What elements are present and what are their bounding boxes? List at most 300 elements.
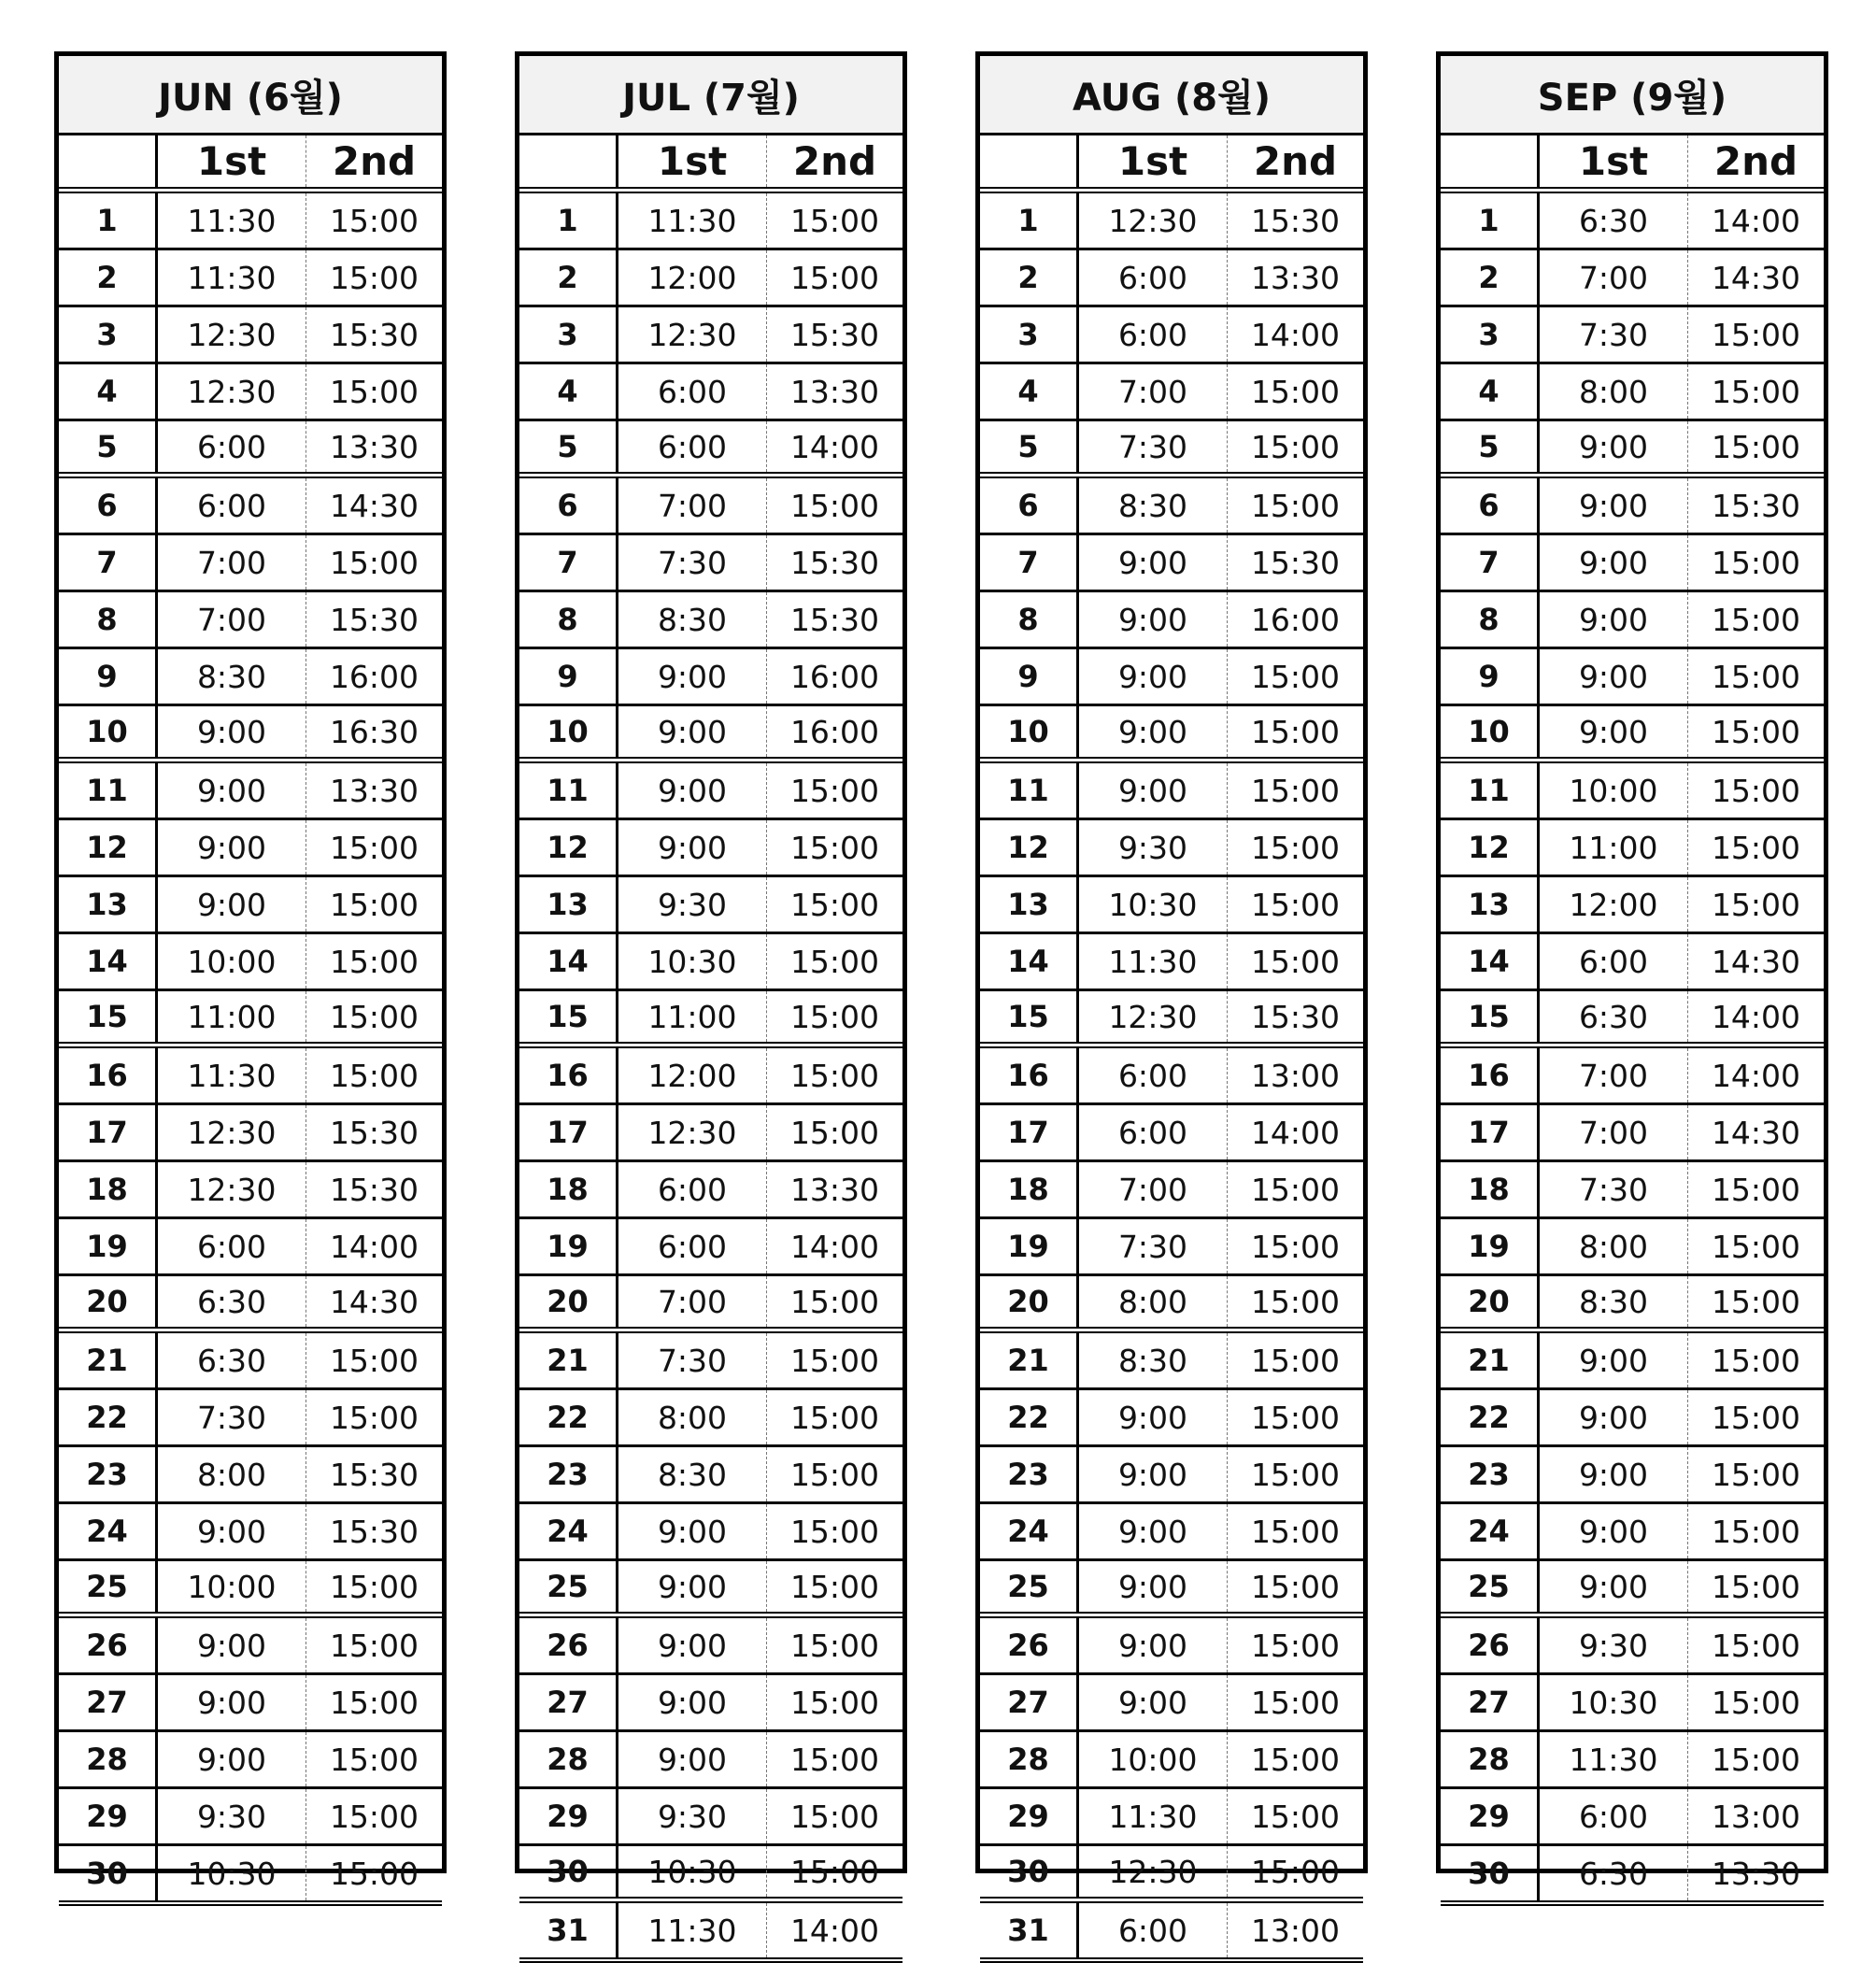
day-cell: 12 [1441,820,1540,875]
second-time-cell: 15:00 [1250,658,1341,695]
day-cell: 13 [980,877,1079,932]
second-time-cell: 15:00 [1711,658,1801,695]
first-time-cell: 10:00 [1540,763,1688,818]
day-cell: 30 [59,1846,158,1900]
first-time-cell: 11:30 [618,193,767,248]
second-time-cell: 15:00 [329,1057,419,1094]
first-time-cell: 9:00 [1540,1561,1688,1612]
day-cell: 11 [519,763,618,818]
day-cell: 21 [519,1333,618,1387]
table-row [1441,877,1824,934]
table-row [519,364,902,421]
second-time-cell: 15:00 [1250,1568,1341,1605]
month-table-aug [975,51,1368,1949]
table-row [59,592,442,649]
table-row [519,250,902,307]
second-time-cell: 15:00 [329,829,419,866]
table-row [59,1105,442,1162]
first-time-cell: 9:30 [618,877,767,932]
table-row [1441,1276,1824,1333]
second-time-cell: 15:30 [1250,544,1341,581]
second-time-cell: 14:30 [1711,1114,1801,1151]
table-row [1441,535,1824,592]
table-row [1441,364,1824,421]
first-time-cell: 11:00 [618,991,767,1042]
table-row [59,1732,442,1789]
day-cell: 6 [1441,478,1540,533]
second-time-cell: 15:00 [789,829,880,866]
first-time-cell: 9:00 [1540,592,1688,647]
day-cell: 12 [59,820,158,875]
first-time-cell: 9:00 [1079,1561,1228,1612]
day-cell: 21 [1441,1333,1540,1387]
month-title: JUL (7월) [519,56,902,135]
first-time-cell: 9:00 [158,1732,306,1786]
table-row [980,1276,1363,1333]
table-row [1441,1618,1824,1675]
table-row [519,1276,902,1333]
second-time-cell: 15:00 [329,1568,419,1605]
first-time-cell: 12:30 [618,307,767,362]
day-cell: 18 [519,1162,618,1216]
day-cell: 17 [1441,1105,1540,1159]
second-time-cell: 15:00 [1250,943,1341,980]
first-time-cell: 10:30 [1540,1675,1688,1729]
second-time-cell: 15:30 [329,316,419,353]
day-cell: 14 [1441,934,1540,989]
second-time-cell: 15:00 [329,1741,419,1778]
second-time-cell: 13:00 [1250,1912,1341,1949]
table-row [980,193,1363,250]
table-row [980,649,1363,706]
first-time-cell: 8:30 [618,1447,767,1501]
first-time-cell: 10:00 [158,934,306,989]
day-cell: 16 [519,1048,618,1102]
table-row [59,1048,442,1105]
table-row [1441,1333,1824,1390]
table-row [519,763,902,820]
second-time-cell: 15:00 [329,544,419,581]
second-time-cell: 15:00 [1250,1342,1341,1379]
table-row [1441,193,1824,250]
day-cell: 16 [980,1048,1079,1102]
table-row [1441,1162,1824,1219]
table-row [59,1846,442,1906]
first-time-cell: 11:30 [1540,1732,1688,1786]
table-row [59,1675,442,1732]
day-cell: 10 [1441,706,1540,757]
table-row [1441,1390,1824,1447]
day-cell: 11 [59,763,158,818]
rows-container [519,193,902,1963]
first-time-cell: 8:30 [1079,478,1228,533]
day-cell: 3 [1441,307,1540,362]
day-cell: 17 [519,1105,618,1159]
rows-container [980,193,1363,1963]
first-time-cell: 9:00 [1079,592,1228,647]
second-time-cell: 15:30 [329,601,419,638]
table-row [980,706,1363,763]
second-time-cell: 16:00 [1250,601,1341,638]
table-row [1441,1447,1824,1504]
day-cell: 7 [980,535,1079,590]
empty-row [59,1906,442,1953]
first-time-cell: 9:00 [618,1618,767,1672]
table-row [59,1333,442,1390]
day-cell: 6 [59,478,158,533]
table-row [980,1390,1363,1447]
second-time-cell: 15:00 [1250,428,1341,465]
day-cell: 8 [519,592,618,647]
day-cell: 17 [59,1105,158,1159]
second-time-cell: 15:00 [789,886,880,923]
table-row [980,1105,1363,1162]
table-row [59,250,442,307]
day-cell: 19 [1441,1219,1540,1273]
second-time-cell: 15:00 [329,1684,419,1721]
first-time-cell: 8:00 [1079,1276,1228,1327]
first-time-cell: 9:00 [1079,1390,1228,1444]
table-row [980,307,1363,364]
day-cell: 13 [519,877,618,932]
day-cell: 1 [59,193,158,248]
table-row [1441,307,1824,364]
table-row [980,250,1363,307]
table-row [59,820,442,877]
first-time-cell: 9:00 [1540,1504,1688,1558]
table-row [1441,1732,1824,1789]
table-row [59,706,442,763]
first-time-cell: 6:00 [1079,1903,1228,1957]
day-cell: 2 [519,250,618,305]
table-row [519,1618,902,1675]
first-header: 1st [158,135,306,187]
second-time-cell: 15:00 [1711,1171,1801,1208]
table-row [519,193,902,250]
second-time-cell: 15:00 [789,1568,880,1605]
day-cell: 15 [59,991,158,1042]
second-time-cell: 15:00 [789,1798,880,1835]
day-cell: 9 [59,649,158,704]
day-cell: 13 [59,877,158,932]
second-time-cell: 15:00 [329,1342,419,1379]
second-time-cell: 15:00 [789,1057,880,1094]
table-row [59,649,442,706]
day-cell: 25 [1441,1561,1540,1612]
day-cell: 25 [980,1561,1079,1612]
second-time-cell: 15:00 [1711,1283,1801,1320]
first-time-cell: 7:30 [618,535,767,590]
first-time-cell: 7:30 [158,1390,306,1444]
day-cell: 11 [1441,763,1540,818]
table-row [519,1105,902,1162]
table-row [1441,934,1824,991]
first-time-cell: 9:00 [158,820,306,875]
first-time-cell: 9:00 [1079,649,1228,704]
first-time-cell: 9:00 [158,1675,306,1729]
second-time-cell: 14:30 [329,487,419,524]
day-cell: 7 [519,535,618,590]
second-time-cell: 15:00 [1711,1399,1801,1436]
first-header: 1st [618,135,767,187]
day-cell: 31 [980,1903,1079,1957]
first-time-cell: 7:00 [1079,1162,1228,1216]
second-time-cell: 15:30 [1250,202,1341,239]
second-time-cell: 16:00 [329,658,419,695]
day-cell: 21 [980,1333,1079,1387]
second-time-cell: 15:00 [1250,713,1341,750]
first-time-cell: 9:00 [1540,1333,1688,1387]
table-row [519,1789,902,1846]
second-time-cell: 15:30 [789,601,880,638]
first-time-cell: 9:00 [1540,478,1688,533]
table-row [980,1447,1363,1504]
second-time-cell: 15:30 [789,544,880,581]
second-time-cell: 15:00 [789,1627,880,1664]
second-time-cell: 15:00 [1711,713,1801,750]
first-time-cell: 9:00 [1540,649,1688,704]
day-cell: 15 [980,991,1079,1042]
table-row [980,820,1363,877]
day-cell: 23 [980,1447,1079,1501]
day-cell: 25 [59,1561,158,1612]
day-cell: 19 [59,1219,158,1273]
table-row [59,1390,442,1447]
first-time-cell: 6:00 [618,421,767,472]
second-time-cell: 15:00 [1250,1684,1341,1721]
first-time-cell: 9:00 [158,763,306,818]
first-time-cell: 12:30 [1079,193,1228,248]
second-time-cell: 15:00 [789,259,880,296]
second-time-cell: 14:00 [1250,316,1341,353]
first-time-cell: 12:30 [158,1162,306,1216]
second-time-cell: 15:00 [1250,1798,1341,1835]
day-cell: 22 [519,1390,618,1444]
day-cell: 9 [519,649,618,704]
first-time-cell: 6:00 [1079,307,1228,362]
table-row [980,1846,1363,1903]
day-header [980,135,1079,187]
second-time-cell: 15:00 [1250,772,1341,809]
table-row [59,535,442,592]
second-time-cell: 13:30 [789,373,880,410]
day-cell: 28 [980,1732,1079,1786]
second-time-cell: 15:00 [789,1853,880,1890]
second-header: 2nd [332,138,417,184]
day-cell: 29 [59,1789,158,1843]
first-time-cell: 9:00 [618,1732,767,1786]
table-row [59,1618,442,1675]
first-header: 1st [1079,135,1228,187]
day-cell: 2 [59,250,158,305]
table-row [59,991,442,1048]
first-time-cell: 10:30 [618,934,767,989]
second-time-cell: 15:00 [1711,1513,1801,1550]
first-time-cell: 10:00 [1079,1732,1228,1786]
second-time-cell: 15:00 [1711,1741,1801,1778]
day-cell: 26 [59,1618,158,1672]
second-time-cell: 15:00 [789,998,880,1035]
second-time-cell: 15:00 [329,1855,419,1892]
day-cell: 18 [980,1162,1079,1216]
first-time-cell: 9:00 [1079,1447,1228,1501]
second-time-cell: 13:30 [329,428,419,465]
month-table-jun [54,51,447,1892]
second-time-cell: 15:30 [329,1114,419,1151]
table-row [980,1333,1363,1390]
first-time-cell: 9:00 [1540,535,1688,590]
rows-container [59,193,442,1953]
second-time-cell: 15:30 [789,316,880,353]
second-time-cell: 15:00 [329,943,419,980]
table-row [519,1333,902,1390]
day-cell: 28 [1441,1732,1540,1786]
second-time-cell: 15:00 [1711,1684,1801,1721]
second-time-cell: 15:00 [329,1627,419,1664]
day-cell: 9 [1441,649,1540,704]
second-time-cell: 15:00 [1711,772,1801,809]
second-time-cell: 15:30 [329,1456,419,1493]
day-cell: 29 [1441,1789,1540,1843]
table-row [980,478,1363,535]
first-time-cell: 10:00 [158,1561,306,1612]
day-cell: 5 [1441,421,1540,472]
table-row [59,1561,442,1618]
first-time-cell: 7:00 [1540,1105,1688,1159]
day-cell: 30 [1441,1846,1540,1900]
first-time-cell: 6:00 [618,364,767,419]
table-row [519,934,902,991]
day-cell: 27 [1441,1675,1540,1729]
day-cell: 4 [519,364,618,419]
first-time-cell: 8:00 [618,1390,767,1444]
table-row [519,1561,902,1618]
second-time-cell: 15:00 [1250,1283,1341,1320]
second-time-cell: 15:00 [329,259,419,296]
first-time-cell: 10:30 [618,1846,767,1897]
first-time-cell: 9:00 [618,1561,767,1612]
second-time-cell: 15:00 [789,1283,880,1320]
day-cell: 11 [980,763,1079,818]
second-time-cell: 14:30 [1711,943,1801,980]
first-time-cell: 7:00 [1540,250,1688,305]
day-cell: 4 [1441,364,1540,419]
first-time-cell: 7:30 [1540,307,1688,362]
day-cell: 23 [519,1447,618,1501]
day-cell: 7 [59,535,158,590]
empty-row [1441,1906,1824,1953]
column-header-row [1441,135,1824,193]
second-time-cell: 15:00 [1711,544,1801,581]
second-time-cell: 15:00 [1711,428,1801,465]
first-time-cell: 6:00 [618,1219,767,1273]
day-cell: 6 [980,478,1079,533]
day-cell: 7 [1441,535,1540,590]
day-cell: 1 [519,193,618,248]
second-time-cell: 15:00 [789,772,880,809]
second-time-cell: 15:00 [1250,886,1341,923]
second-time-cell: 13:00 [1711,1798,1801,1835]
day-cell: 14 [59,934,158,989]
table-row [519,307,902,364]
second-time-cell: 15:00 [1250,1228,1341,1265]
first-header: 1st [1540,135,1688,187]
day-cell: 28 [59,1732,158,1786]
table-row [59,763,442,820]
first-time-cell: 9:00 [1079,1675,1228,1729]
first-time-cell: 11:30 [1079,1789,1228,1843]
table-row [1441,250,1824,307]
table-row [59,1276,442,1333]
second-time-cell: 15:00 [789,1684,880,1721]
first-time-cell: 6:30 [158,1333,306,1387]
table-row [519,1504,902,1561]
first-time-cell: 6:30 [1540,193,1688,248]
first-time-cell: 9:00 [1540,706,1688,757]
first-time-cell: 9:00 [1540,1390,1688,1444]
second-time-cell: 14:00 [789,1912,880,1949]
first-time-cell: 11:00 [158,991,306,1042]
day-cell: 31 [519,1903,618,1957]
table-row [519,592,902,649]
first-time-cell: 10:30 [158,1846,306,1900]
day-cell: 4 [980,364,1079,419]
day-cell: 27 [980,1675,1079,1729]
first-time-cell: 9:00 [618,1504,767,1558]
second-time-cell: 15:00 [1711,1627,1801,1664]
day-cell: 2 [980,250,1079,305]
first-time-cell: 7:00 [158,592,306,647]
second-time-cell: 15:00 [1250,829,1341,866]
second-time-cell: 14:00 [789,428,880,465]
column-header-row [519,135,902,193]
table-row [519,877,902,934]
second-time-cell: 16:30 [329,713,419,750]
second-time-cell: 15:00 [1250,1627,1341,1664]
second-time-cell: 13:30 [789,1171,880,1208]
table-row [59,193,442,250]
day-cell: 24 [59,1504,158,1558]
second-time-cell: 15:00 [1711,1568,1801,1605]
second-time-cell: 15:00 [789,943,880,980]
table-row [1441,1789,1824,1846]
first-time-cell: 11:30 [1079,934,1228,989]
table-row [59,307,442,364]
second-time-cell: 15:00 [1250,1741,1341,1778]
table-row [1441,820,1824,877]
second-time-cell: 13:30 [1711,1855,1801,1892]
first-time-cell: 9:00 [158,877,306,932]
day-cell: 10 [59,706,158,757]
day-cell: 4 [59,364,158,419]
day-cell: 24 [1441,1504,1540,1558]
table-row [980,1048,1363,1105]
table-row [59,1447,442,1504]
first-time-cell: 11:30 [158,1048,306,1102]
day-cell: 23 [59,1447,158,1501]
table-row [980,535,1363,592]
table-row [519,1846,902,1903]
second-header: 2nd [1713,138,1798,184]
second-time-cell: 14:30 [1711,259,1801,296]
table-row [519,1732,902,1789]
first-time-cell: 9:00 [618,1675,767,1729]
first-time-cell: 6:00 [1079,1048,1228,1102]
second-time-cell: 15:00 [329,1798,419,1835]
second-time-cell: 14:00 [789,1228,880,1265]
first-time-cell: 8:30 [158,649,306,704]
day-cell: 6 [519,478,618,533]
